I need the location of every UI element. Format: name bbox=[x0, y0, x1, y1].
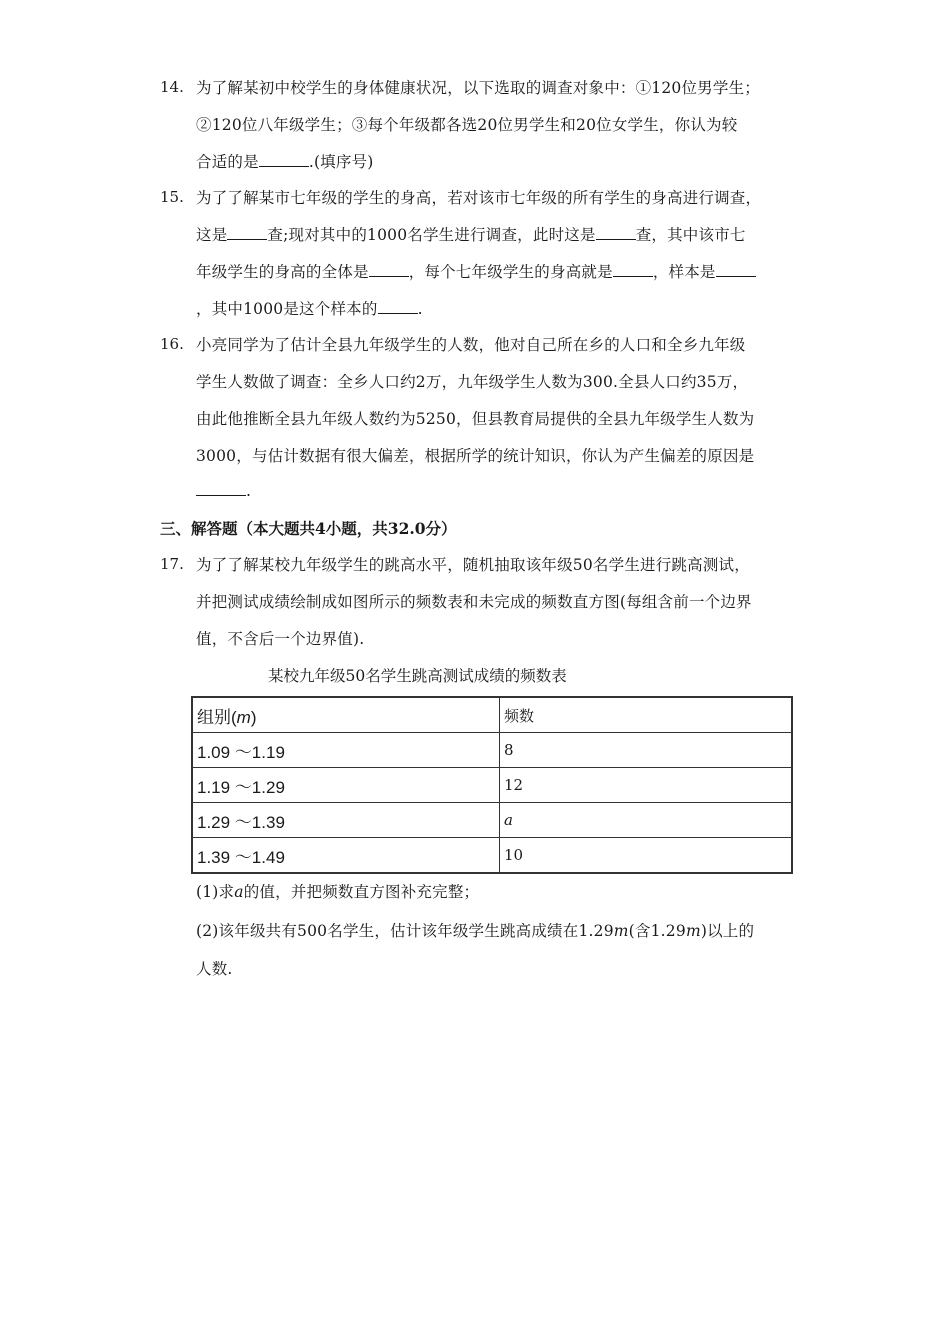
question-text: 为了解某初中校学生的身体健康状况，以下选取的调查对象中：①120位男学生； bbox=[196, 79, 760, 97]
question-text: 为了了解某校九年级学生的跳高水平，随机抽取该年级50名学生进行跳高测试， bbox=[196, 556, 750, 574]
question-text: 学生人数做了调查：全乡人口约2万，九年级学生人数为300.全县人口约35万， bbox=[196, 373, 749, 391]
group-cell: 1.39 ～1.49 bbox=[192, 838, 500, 874]
question-text: ②120位八年级学生；③每个年级都各选20位男学生和20位女学生，你认为较 bbox=[196, 116, 738, 134]
part-2-text: (2)该年级共有500名学生，估计该年级学生跳高成绩在1.29m(含1.29m)以上的 bbox=[196, 922, 755, 940]
group-cell: 1.19 ～1.29 bbox=[192, 768, 500, 803]
question-number: 14. bbox=[160, 78, 184, 96]
section-title: 三、解答题（本大题共4小题，共32.0分） bbox=[160, 519, 457, 538]
answer-blank[interactable] bbox=[369, 262, 409, 277]
answer-blank[interactable] bbox=[716, 262, 756, 277]
group-cell: 1.29 ～1.39 bbox=[192, 803, 500, 838]
frequency-table bbox=[191, 696, 793, 874]
question-text: 由此他推断全县九年级人数约为5250，但县教育局提供的全县九年级学生人数为 bbox=[196, 410, 755, 428]
answer-blank[interactable] bbox=[196, 481, 246, 496]
table-row bbox=[192, 838, 792, 874]
question-text: . bbox=[196, 481, 251, 500]
question-number: 17. bbox=[160, 555, 184, 573]
header-frequency: 频数 bbox=[500, 697, 793, 733]
question-text: 为了了解某市七年级的学生的身高，若对该市七年级的所有学生的身高进行调查， bbox=[196, 189, 762, 207]
frequency-cell: 10 bbox=[500, 838, 793, 874]
part-2-text: 人数. bbox=[196, 960, 233, 978]
question-text: 小亮同学为了估计全县九年级学生的人数，他对自己所在乡的人口和全乡九年级 bbox=[196, 336, 746, 354]
question-text: 年级学生的身高的全体是 ，每个七年级学生的身高就是 ，样本是 bbox=[196, 260, 756, 282]
question-text: 值，不含后一个边界值). bbox=[196, 630, 365, 648]
answer-blank[interactable] bbox=[259, 152, 309, 167]
question-number: 16. bbox=[160, 335, 184, 353]
table-row bbox=[192, 803, 792, 838]
question-number: 15. bbox=[160, 188, 184, 206]
header-group: 组别(m) bbox=[192, 697, 500, 733]
answer-blank[interactable] bbox=[596, 225, 636, 240]
question-text: 3000，与估计数据有很大偏差，根据所学的统计知识，你认为产生偏差的原因是 bbox=[196, 447, 755, 465]
question-text: ，其中1000是这个样本的 . bbox=[196, 300, 423, 318]
group-cell: 1.09 ～1.19 bbox=[192, 733, 500, 768]
question-text: 合适的是 .(填序号) bbox=[196, 153, 374, 171]
question-text: 并把测试成绩绘制成如图所示的频数表和未完成的频数直方图(每组含前一个边界 bbox=[196, 593, 752, 611]
frequency-cell: 12 bbox=[500, 768, 793, 803]
answer-blank[interactable] bbox=[378, 299, 418, 314]
part-1-text: (1)求a的值，并把频数直方图补充完整； bbox=[196, 883, 480, 901]
table-caption: 某校九年级50名学生跳高测试成绩的频数表 bbox=[268, 667, 567, 685]
frequency-cell: 8 bbox=[500, 733, 793, 768]
answer-blank[interactable] bbox=[227, 225, 267, 240]
table-row bbox=[192, 768, 792, 803]
table-header-row bbox=[192, 697, 792, 733]
table-row bbox=[192, 733, 792, 768]
question-text: 这是 查;现对其中的1000名学生进行调查，此时这是 查，其中该市七 bbox=[196, 226, 746, 244]
answer-blank[interactable] bbox=[613, 262, 653, 277]
frequency-cell: a bbox=[500, 803, 793, 838]
